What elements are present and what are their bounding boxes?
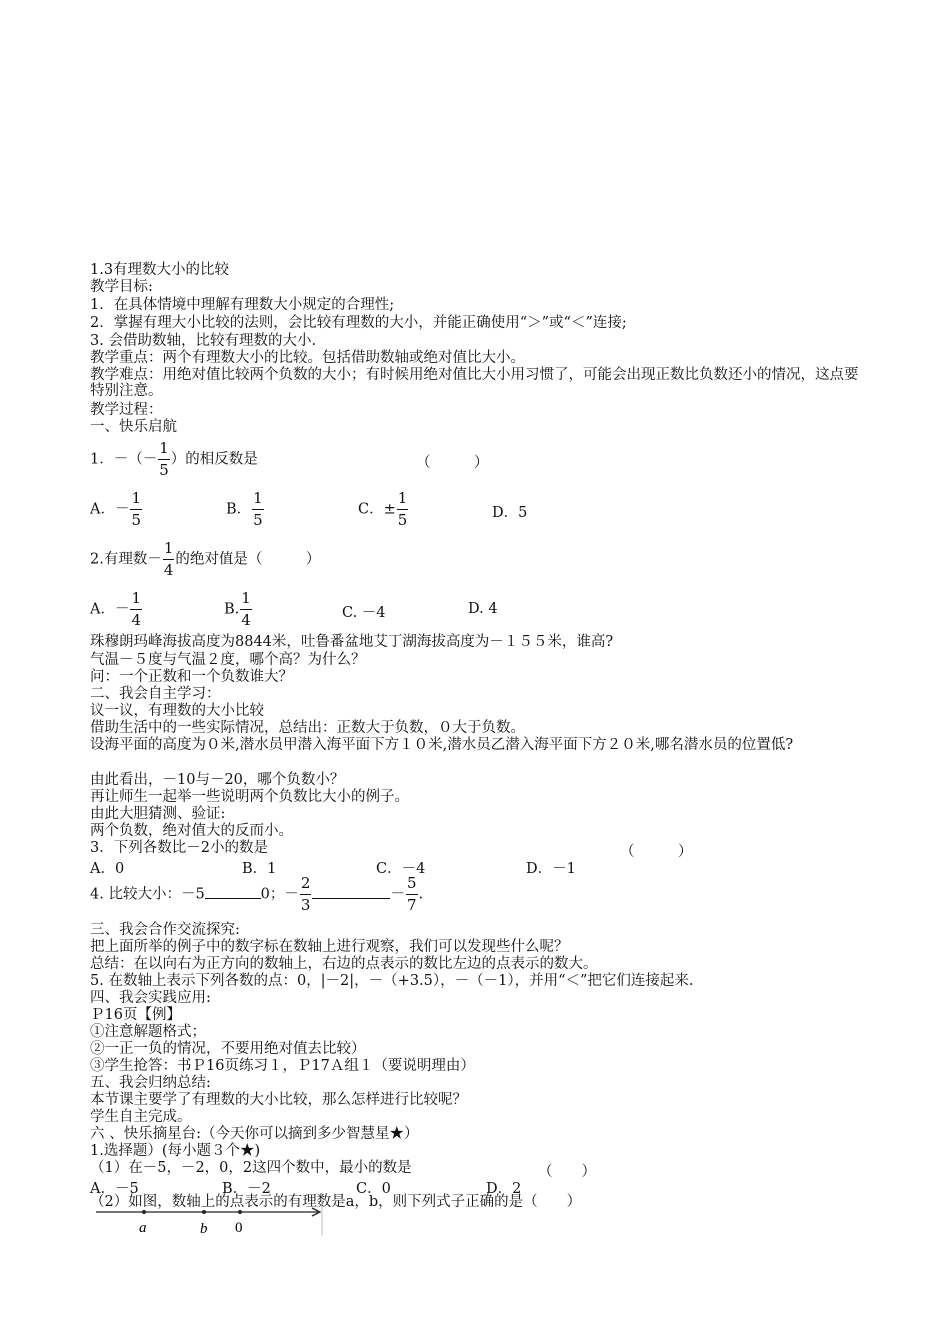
question-4 — [90, 875, 423, 914]
section2-heading: 二、我会自主学习： — [90, 686, 221, 702]
question-2 — [90, 540, 320, 579]
objective-3: 3. 会借助数轴，比较有理数的大小. — [90, 333, 317, 349]
q2-option-b — [224, 590, 253, 629]
objectives-heading: 教学目标: — [90, 279, 153, 295]
section5-heading: 五、我会归纳总结: — [90, 1075, 211, 1091]
q4-fraction-2 — [406, 875, 418, 914]
section1-heading: 一、快乐启航 — [90, 419, 177, 435]
section5-line-2: 学生自主完成。 — [90, 1109, 192, 1125]
q1-option-a — [90, 490, 143, 529]
q2-fraction — [163, 540, 175, 579]
section1-line-2: 气温－５度与气温２度，哪个高？为什么？ — [90, 652, 366, 668]
q2-option-c: C. －4 — [342, 605, 386, 621]
q1-opt-a-label: A．－ — [90, 501, 130, 518]
q4-fraction-1 — [300, 875, 312, 914]
q3-option-a: A．0 — [90, 861, 125, 877]
q4-blank-2[interactable] — [312, 886, 390, 899]
objective-1: 1．在具体情境中理解有理数大小规定的合理性; — [90, 297, 395, 313]
q2-opt-a-frac — [130, 590, 142, 629]
section4-heading: 四、我会实践应用: — [90, 990, 211, 1006]
q1-opt-c-frac — [397, 490, 409, 529]
q1-opt-b-frac — [252, 490, 264, 529]
s6-q1-option-b: B．－2 — [222, 1181, 271, 1197]
q1-prefix: 1．－（－ — [90, 451, 158, 468]
label-0: 0 — [235, 1220, 243, 1236]
q4-frac2-num: 5 — [406, 875, 418, 895]
section2-line-5: 再让师生一起举一些说明两个负数比大小的例子。 — [90, 789, 409, 805]
objective-2: 2．掌握有理大小比较的法则，会比较有理数的大小，并能正确使用“＞”或“＜”连接; — [90, 315, 627, 331]
q1-opt-c-den: 5 — [397, 511, 408, 529]
section2-line-2: 借助生活中的一些实际情况，总结出：正数大于负数，０大于负数。 — [90, 720, 525, 736]
q1-opt-a-den: 5 — [131, 511, 142, 529]
q4-frac1-num: 2 — [300, 875, 312, 895]
section3-line-1: 把上面所举的例子中的数字标在数轴上进行观察，我们可以发现些什么呢？ — [90, 939, 569, 955]
section6-heading: 六 、快乐摘星台:（今天你可以摘到多少智慧星★） — [90, 1126, 419, 1142]
q1-opt-b-num: 1 — [252, 490, 264, 510]
q2-prefix: 2.有理数－ — [90, 551, 162, 568]
s6-q1-option-a: A．－5 — [90, 1181, 139, 1197]
number-line-figure — [88, 1200, 338, 1240]
question-1 — [90, 440, 258, 479]
q2-frac-num: 1 — [163, 540, 175, 560]
question-3: 3．下列各数比－2小的数是 — [90, 840, 268, 856]
q4-mid2: － — [390, 886, 405, 903]
q4-frac2-den: 7 — [406, 896, 417, 914]
s6-question-1: （1）在－5，－2，0，2这四个数中，最小的数是 — [90, 1160, 412, 1176]
q2-opt-b-frac — [240, 590, 252, 629]
section1-line-1: 珠穆朗玛峰海拔高度为8844米，吐鲁番盆地艾丁湖海拔高度为－１５５米，谁高? — [90, 634, 614, 650]
section4-line-3: ②一正一负的情况，不要用绝对值去比较） — [90, 1041, 366, 1057]
section6-sub: 1.选择题）(每小题３个★) — [90, 1143, 261, 1159]
q2-opt-a-num: 1 — [130, 590, 142, 610]
section3-heading: 三、我会合作交流探究: — [90, 922, 240, 938]
q1-opt-c-label: C．± — [358, 501, 396, 518]
section5-line-1: 本节课主要学了有理数的大小比较，那么怎样进行比较呢？ — [90, 1092, 467, 1108]
q4-prefix: 4. 比较大小：－5 — [90, 886, 205, 903]
s6-question-2: （2）如图，数轴上的点表示的有理数是a，b，则下列式子正确的是（ ） — [90, 1194, 582, 1210]
q4-mid: 0；－ — [260, 886, 299, 903]
label-b: b — [200, 1221, 208, 1237]
q2-option-a — [90, 590, 143, 629]
section3-line-3: 5. 在数轴上表示下列各数的点：0，|－2|，－（+3.5），－（－1），并用“＜”把它们连接起来. — [90, 973, 694, 989]
q3-option-d: D．－1 — [526, 861, 576, 877]
q3-option-c: C．－4 — [376, 861, 426, 877]
point-0 — [238, 1210, 242, 1214]
q1-opt-b-label: B． — [226, 501, 252, 518]
q1-answer-paren: （ ） — [416, 455, 489, 471]
q1-frac-den: 5 — [159, 461, 169, 479]
q1-opt-c-num: 1 — [397, 490, 409, 510]
q2-option-d: D. 4 — [468, 601, 498, 617]
section4-line-4: ③学生抢答：书Ｐ16页练习１，Ｐ17Ａ组１（要说明理由） — [90, 1058, 475, 1074]
q1-frac-num: 1 — [158, 440, 170, 460]
q2-opt-a-den: 4 — [131, 611, 142, 629]
difficulty: 教学难点：用绝对值比较两个负数的大小；有时候用绝对值比大小用习惯了，可能会出现正数比负数还小的情况，这点要特别注意。 — [90, 367, 859, 399]
page-title: 1.3有理数大小的比较 — [90, 262, 230, 278]
q1-opt-a-frac — [130, 490, 142, 529]
s6-q1-option-c: C．0 — [356, 1181, 391, 1197]
q1-opt-a-num: 1 — [130, 490, 142, 510]
section4-line-2: ①注意解题格式； — [90, 1024, 206, 1040]
key-point: 教学重点：两个有理数大小的比较。包括借助数轴或绝对值比大小。 — [90, 350, 525, 366]
q2-opt-b-num: 1 — [240, 590, 252, 610]
s6-q1-answer-paren: （ ） — [538, 1164, 596, 1180]
point-b — [202, 1210, 206, 1214]
q4-end: . — [418, 886, 424, 903]
section4-line-1: Ｐ16页【例】 — [90, 1007, 181, 1023]
s6-q1-option-d: D．2 — [486, 1181, 522, 1197]
section2-line-7: 两个负数，绝对值大的反而小。 — [90, 823, 293, 839]
label-a: a — [139, 1220, 147, 1236]
q1-option-d: D．5 — [492, 505, 528, 521]
q3-option-b: B．1 — [242, 861, 277, 877]
process-heading: 教学过程： — [90, 402, 163, 418]
section2-line-3: 设海平面的高度为０米,潜水员甲潜入海平面下方１０米,潜水员乙潜入海平面下方２０米,哪名潜水员的位置低? — [90, 737, 794, 753]
q1-option-b — [226, 490, 265, 529]
q3-answer-paren: （ ） — [620, 844, 693, 860]
q2-opt-b-label: B. — [224, 601, 240, 618]
q1-opt-b-den: 5 — [253, 511, 263, 529]
section2-line-1: 议一议，有理数的大小比较 — [90, 703, 264, 719]
q1-suffix: ）的相反数是 — [170, 451, 258, 468]
q2-opt-a-label: A．－ — [90, 601, 130, 618]
section2-line-6: 由此大胆猜测、验证: — [90, 806, 226, 822]
section3-line-2: 总结：在以向右为正方向的数轴上，右边的点表示的数比左边的点表示的数大。 — [90, 956, 598, 972]
point-a — [142, 1210, 146, 1214]
q2-suffix: 的绝对值是（ ） — [175, 551, 321, 568]
section1-line-3: 问：一个正数和一个负数谁大？ — [90, 669, 293, 685]
q2-opt-b-den: 4 — [241, 611, 251, 629]
q1-option-c — [358, 490, 409, 529]
q4-frac1-den: 3 — [300, 896, 311, 914]
q1-fraction — [158, 440, 170, 479]
q2-frac-den: 4 — [163, 561, 174, 579]
section2-line-4: 由此看出，－10与－20，哪个负数小？ — [90, 772, 345, 788]
q4-blank-1[interactable] — [205, 886, 261, 899]
